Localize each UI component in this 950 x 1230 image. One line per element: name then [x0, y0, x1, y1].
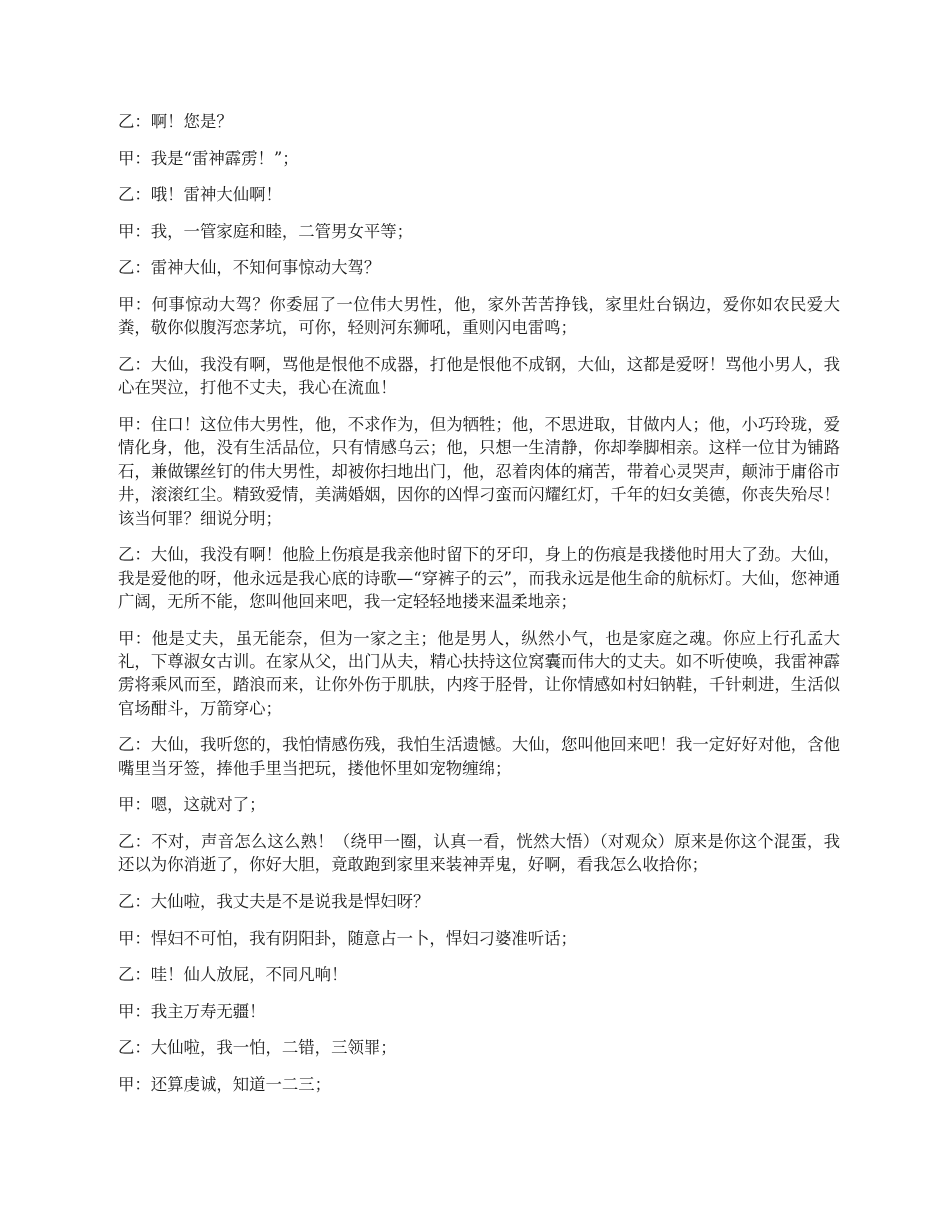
- dialogue-line: 乙：大仙，我没有啊！他脸上伤痕是我亲他时留下的牙印，身上的伤痕是我搂他时用大了劲。大仙，我是爱他的呀，他永远是我心底的诗歌—“穿裤子的云”，而我永远是他生命的航标灯。大仙，您神通广阔，无所不能，您叫他回来吧，我一定轻轻地搂来温柔地亲；: [118, 545, 840, 611]
- dialogue-line: 乙：大仙啦，我一怕，二错，三领罪；: [118, 1038, 397, 1058]
- dialogue-line: 乙：大仙，我听您的，我怕情感伤残，我怕生活遗憾。大仙，您叫他回来吧！我一定好好对他，含他嘴里当牙签，捧他手里当把玩，搂他怀里如宠物缠绵；: [118, 735, 840, 778]
- document-page: [118, 110, 840, 1110]
- dialogue-line: 甲：何事惊动大驾？你委屈了一位伟大男性，他，家外苦苦挣钱，家里灶台锅边，爱你如农民爱大粪，敬你似腹泻恋茅坑，可你，轻则河东狮吼，重则闪电雷鸣；: [118, 294, 840, 338]
- dialogue-line: 乙：大仙啦，我丈夫是不是说我是悍妇呀？: [118, 892, 430, 911]
- dialogue-line: 乙：哦！雷神大仙啊！: [118, 185, 282, 205]
- dialogue-line: 甲：悍妇不可怕，我有阴阳卦，随意占一卜，悍妇刁婆准听话；: [118, 928, 577, 948]
- dialogue-line: 乙：不对，声音怎么这么熟！（绕甲一圈，认真一看，恍然大悟）（对观众）原来是你这个混蛋，我还以为你消逝了，你好大胆，竟敢跑到家里来装神弄鬼，好啊，看我怎么收拾你；: [118, 832, 840, 875]
- dialogue-line: 乙：大仙，我没有啊，骂他是恨他不成器，打他是恨他不成钢，大仙，这都是爱呀！骂他小男人，我心在哭泣，打他不丈夫，我心在流血！: [118, 354, 840, 398]
- dialogue-line: 乙：雷神大仙，不知何事惊动大驾？: [118, 258, 381, 278]
- dialogue-line: 甲：我是“雷神霹雳！”；: [118, 148, 299, 168]
- dialogue-line: 甲：我，一管家庭和睦，二管男女平等；: [118, 221, 414, 241]
- dialogue-line: 甲：我主万寿无疆！: [118, 1001, 266, 1021]
- dialogue-line: 甲：住口！这位伟大男性，他，不求作为，但为牺牲；他，不思进取，甘做内人；他，小巧玲珑，爱情化身，他，没有生活品位，只有情感乌云；他，只想一生清静，你却拳脚相亲。这样一位甘为铺路石，兼做镙丝钉的伟大男性，却被你扫地出门，他，忍着肉体的痛苦，带着心灵哭声，颠沛于庸俗市井，滚滚红尘。精致爱情，美满婚姻，因你的凶悍刁蛮而闪耀红灯，千年的妇女美德，你丧失殆尽！该当何罪？细说分明；: [118, 414, 840, 528]
- dialogue-line: 甲：嗯，这就对了；: [118, 795, 266, 815]
- dialogue-line: 乙：啊！您是？: [118, 112, 233, 131]
- dialogue-line: 甲：还算虔诚，知道一二三；: [118, 1074, 332, 1094]
- dialogue-line: 乙：哇！仙人放屁，不同凡响！: [118, 965, 348, 985]
- dialogue-line: 甲：他是丈夫，虽无能奈，但为一家之主；他是男人，纵然小气，也是家庭之魂。你应上行孔孟大礼，下尊淑女古训。在家从父，出门从夫，精心扶持这位窝囊而伟大的丈夫。如不听使唤，我雷神霹雳将乘风而至，踏浪而来，让你外伤于肌肤，内疼于胫骨，让你情感如村妇钠鞋，千针刺进，生活似官场酣斗，万箭穿心；: [118, 628, 840, 718]
